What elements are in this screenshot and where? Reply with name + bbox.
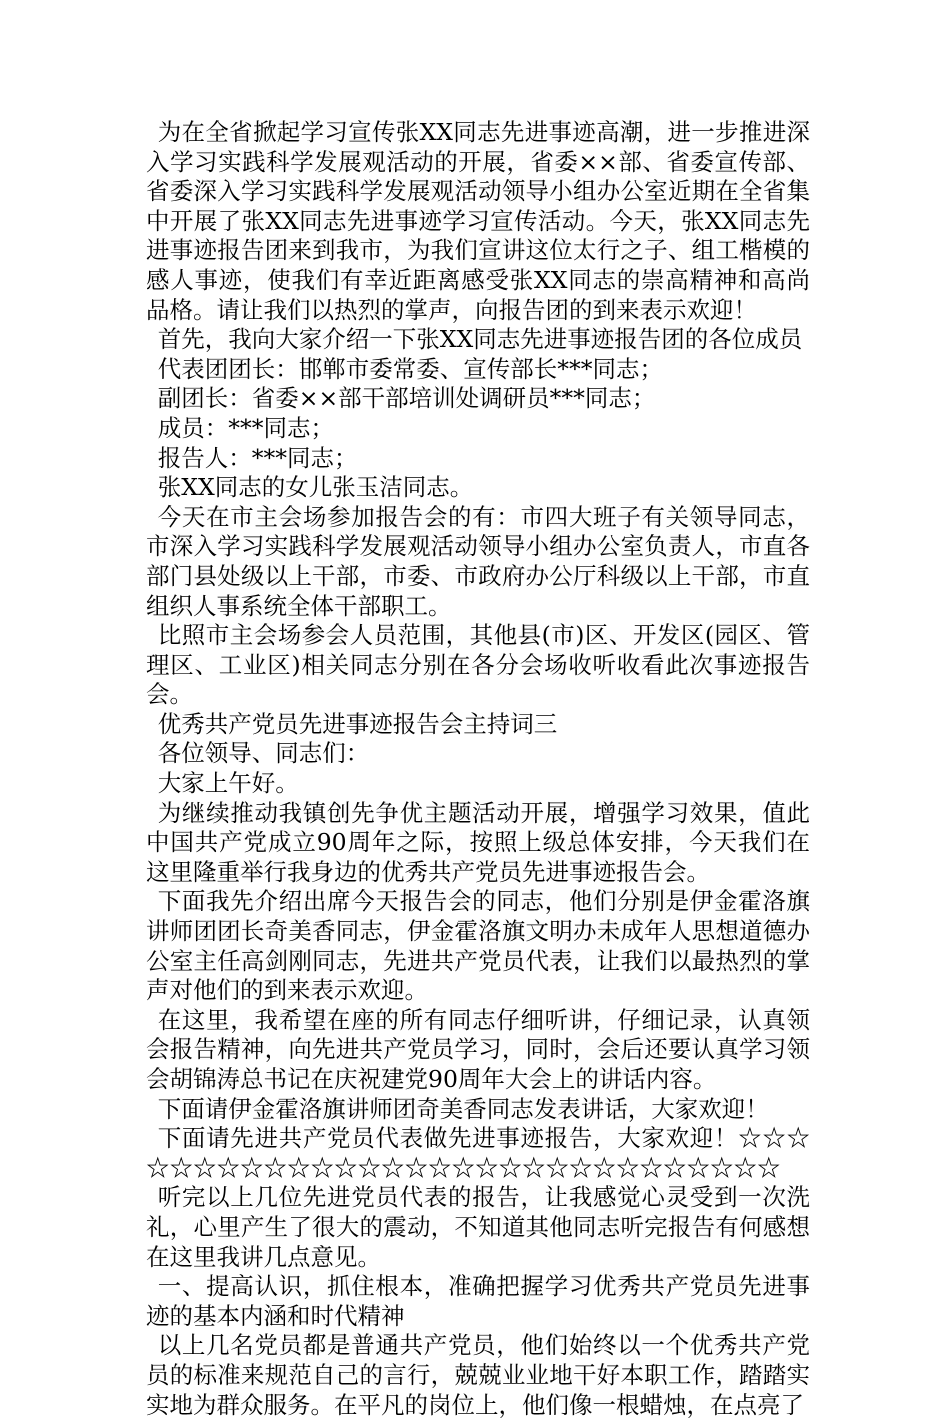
paragraph-deputy-head: 副团长：省委××部干部培训处调研员***同志；	[157, 384, 656, 413]
paragraph-speech-invite: 下面请伊金霍洛旗讲师团奇美香同志发表讲话，大家欢迎！	[157, 1094, 769, 1123]
paragraph-good-morning: 大家上午好。	[157, 769, 299, 798]
paragraph-attendees: 今天在市主会场参加报告会的有：市四大班子有关领导同志，市深入学习实践科学发展观活动领导小组办公室负责人，市直各部门县处级以上干部，市委、市政府办公厅科级以上干部，市直组织人事系统全体干部职工。	[146, 502, 810, 620]
paragraph-branch-venues: 比照市主会场参会人员范围，其他县(市)区、开发区(园区、管理区、工业区)相关同志分别在各分会场收听收看此次事迹报告会。	[146, 621, 810, 709]
paragraph-ordinary-members: 以上几名党员都是普通共产党员，他们始终以一个优秀共产党员的标准来规范自己的言行，兢兢业业地干好本职工作，踏踏实实地为群众服务。在平凡的岗位上，他们像一根蜡烛，在点亮了	[146, 1331, 810, 1419]
paragraph-expectation: 在这里，我希望在座的所有同志仔细听讲，仔细记录，认真领会报告精神，向先进共产党员学习，同时，会后还要认真学习领会胡锦涛总书记在庆祝建党90周年大会上的讲话内容。	[146, 1005, 810, 1093]
paragraph-purpose: 为继续推动我镇创先争优主题活动开展，增强学习效果，值此中国共产党成立90周年之际，按照上级总体安排，今天我们在这里隆重举行我身边的优秀共产党员先进事迹报告会。	[146, 798, 810, 886]
paragraph-reporter: 报告人：***同志；	[157, 443, 358, 472]
paragraph-daughter: 张XX同志的女儿张玉洁同志。	[157, 473, 474, 502]
paragraph-reflection: 听完以上几位先进党员代表的报告，让我感觉心灵受到一次洗礼，心里产生了很大的震动，不知道其他同志听完报告有何感想在这里我讲几点意见。	[146, 1183, 810, 1271]
paragraph-intro: 为在全省掀起学习宣传张XX同志先进事迹高潮，进一步推进深入学习实践科学发展观活动的开展，省委××部、省委宣传部、省委深入学习实践科学发展观活动领导小组办公室近期在全省集中开展了张XX同志先进事迹学习宣传活动。今天，张XX同志先进事迹报告团来到我市，为我们宣讲这位太行之子、组工楷模的感人事迹，使我们有幸近距离感受张XX同志的崇高精神和高尚品格。请让我们以热烈的掌声，向报告团的到来表示欢迎！	[146, 118, 810, 324]
document-page	[146, 118, 810, 1420]
paragraph-members-intro: 首先，我向大家介绍一下张XX同志先进事迹报告团的各位成员	[157, 325, 803, 354]
paragraph-report-invite: 下面请先进共产党员代表做先进事迹报告，大家欢迎！☆☆☆☆☆☆☆☆☆☆☆☆☆☆☆☆☆☆☆☆☆☆☆☆☆☆☆☆☆☆	[146, 1124, 810, 1182]
paragraph-heading-one: 一、提高认识，抓住根本，准确把握学习优秀共产党员先进事迹的基本内涵和时代精神	[146, 1272, 810, 1330]
paragraph-guests: 下面我先介绍出席今天报告会的同志，他们分别是伊金霍洛旗讲师团团长奇美香同志，伊金霍洛旗文明办未成年人思想道德办公室主任高剑刚同志，先进共产党员代表，让我们以最热烈的掌声对他们的到来表示欢迎。	[146, 887, 810, 1005]
paragraph-section-title: 优秀共产党员先进事迹报告会主持词三	[157, 709, 558, 738]
paragraph-delegation-head: 代表团团长：邯郸市委常委、宣传部长***同志；	[157, 354, 663, 383]
paragraph-greeting: 各位领导、同志们：	[157, 739, 370, 768]
paragraph-member: 成员：***同志；	[157, 413, 334, 442]
